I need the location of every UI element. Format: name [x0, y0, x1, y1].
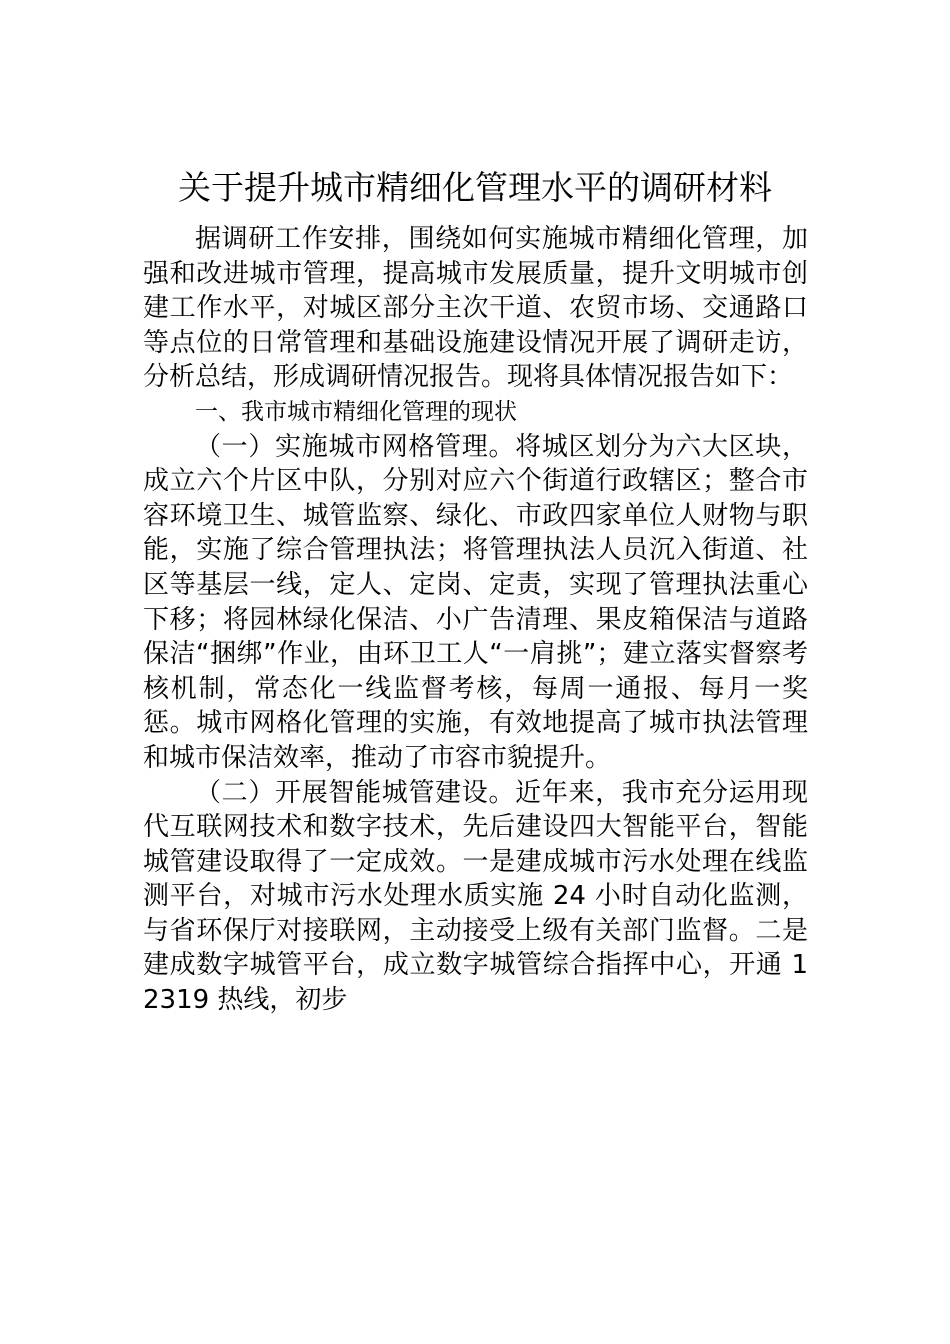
document-body — [143, 222, 808, 1018]
smart-city-paragraph: （二）开展智能城管建设。近年来，我市充分运用现代互联网技术和数字技术，先后建设四大智能平台，智能城管建设取得了一定成效。一是建成城市污水处理在线监测平台，对城市污水处理水质实施 24 小时自动化监测，与省环保厅对接联网，主动接受上级有关部门监督。二是建成数字城管平台，成立数字城管综合指挥中心，开通 12319 热线，初步 — [143, 777, 808, 1016]
section-heading: 一、我市城市精细化管理的现状 — [195, 398, 517, 425]
intro-paragraph: 据调研工作安排，围绕如何实施城市精细化管理，加强和改进城市管理，提高城市发展质量，提升文明城市创建工作水平，对城区部分主次干道、农贸市场、交通路口等点位的日常管理和基础设施建设情况开展了调研走访，分析总结，形成调研情况报告。现将具体情况报告如下： — [143, 224, 808, 393]
document-title: 关于提升城市精细化管理水平的调研材料 — [178, 168, 772, 207]
grid-management-paragraph: （一）实施城市网格管理。将城区划分为六大区块，成立六个片区中队，分别对应六个街道行政辖区；整合市容环境卫生、城管监察、绿化、市政四家单位人财物与职能，实施了综合管理执法；将管理执法人员沉入街道、社区等基层一线，定人、定岗、定责，实现了管理执法重心下移；将园林绿化保洁、小广告清理、果皮箱保洁与道路保洁“捆绑”作业，由环卫工人“一肩挑”；建立落实督察考核机制，常态化一线监督考核，每周一通报、每月一奖惩。城市网格化管理的实施，有效地提高了城市执法管理和城市保洁效率，推动了市容市貌提升。 — [143, 431, 808, 773]
